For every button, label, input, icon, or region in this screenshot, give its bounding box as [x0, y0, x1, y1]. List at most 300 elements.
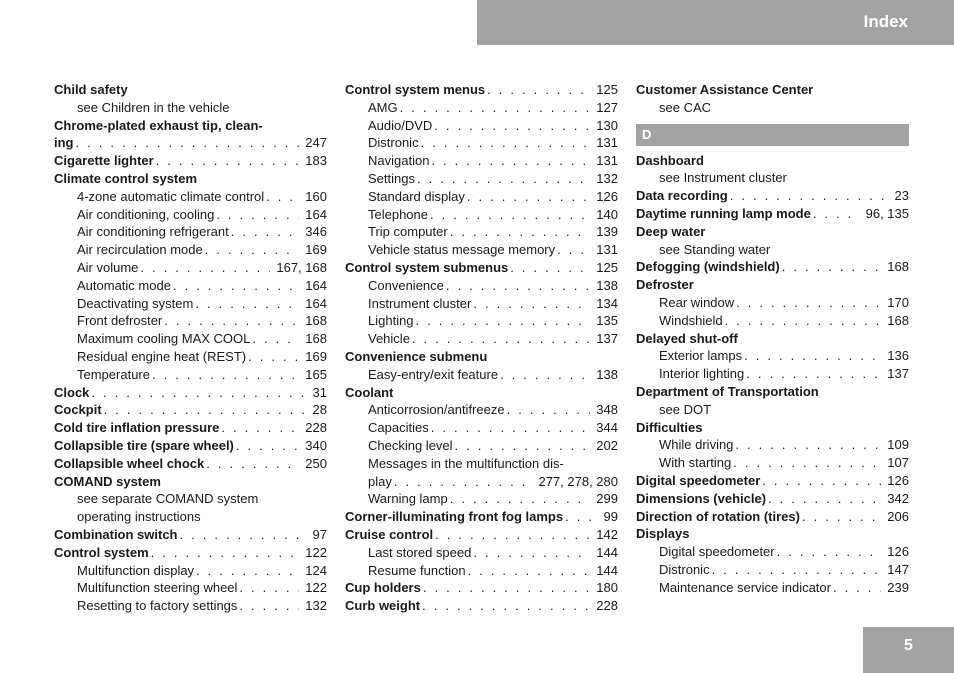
- page-reference: 96, 135: [865, 205, 909, 221]
- dot-leader: [91, 384, 306, 402]
- page-reference: 135: [596, 313, 618, 329]
- entry-text: Defogging (windshield): [636, 259, 780, 275]
- index-subentry: [636, 401, 909, 419]
- dot-leader: [473, 295, 590, 313]
- page-reference: 170: [887, 294, 909, 310]
- index-subentry: [345, 544, 618, 562]
- entry-text: Navigation: [368, 153, 430, 169]
- entry-text: Control system menus: [345, 82, 486, 97]
- entry-text: Delayed shut-off: [636, 330, 738, 346]
- index-subentry: [54, 348, 327, 366]
- index-entry: [636, 490, 909, 508]
- index-subentry: [345, 401, 618, 419]
- dot-leader: [221, 419, 299, 437]
- index-entry: [636, 525, 909, 543]
- index-subentry: [54, 508, 327, 526]
- page-reference: 167, 168: [276, 259, 327, 275]
- entry-text: Dimensions (vehicle): [636, 490, 767, 506]
- index-entry: [636, 508, 909, 526]
- entry-text: While driving: [659, 437, 734, 453]
- dot-leader: [252, 330, 299, 348]
- entry-text: Control system: [54, 544, 149, 560]
- entry-text: play: [368, 473, 392, 489]
- entry-text: Defroster: [636, 277, 694, 293]
- page-reference: 122: [305, 580, 327, 596]
- dot-leader: [236, 437, 299, 455]
- index-entry: [636, 419, 909, 437]
- page-reference: 132: [596, 170, 618, 186]
- entry-text: Last stored speed: [368, 544, 472, 560]
- page-reference: 183: [305, 153, 327, 169]
- entry-text: Easy-entry/exit feature: [368, 366, 499, 382]
- dot-leader: [833, 579, 881, 597]
- page-reference: 202: [596, 437, 618, 453]
- page-reference: 147: [887, 561, 909, 577]
- entry-text: Maintenance service indicator: [659, 579, 831, 595]
- index-subentry: [636, 312, 909, 330]
- entry-text: Instrument cluster: [368, 295, 472, 311]
- index-entry: [54, 152, 327, 170]
- index-entry: [54, 134, 327, 152]
- entry-text: Cup holders: [345, 580, 421, 596]
- index-entry: [54, 117, 327, 135]
- index-entry: [345, 597, 618, 615]
- entry-text: Checking level: [368, 437, 453, 453]
- entry-text: see Instrument cluster: [659, 170, 787, 186]
- index-entry: [54, 419, 327, 437]
- dot-leader: [239, 597, 299, 615]
- index-entry: [345, 81, 618, 99]
- index-entry: [345, 508, 618, 526]
- index-entry: [54, 437, 327, 455]
- index-subentry: [54, 99, 327, 117]
- page-reference: 228: [596, 598, 618, 614]
- dot-leader: [422, 597, 590, 615]
- entry-text: Air volume: [77, 259, 139, 275]
- index-entry: [636, 223, 909, 241]
- page-reference: 130: [596, 117, 618, 133]
- dot-leader: [76, 134, 300, 152]
- page-reference: 131: [596, 242, 618, 258]
- dot-leader: [434, 117, 590, 135]
- dot-leader: [487, 81, 590, 99]
- entry-text: Collapsible tire (spare wheel): [54, 437, 234, 453]
- page-reference: 136: [887, 348, 909, 364]
- dot-leader: [450, 223, 591, 241]
- dot-leader: [712, 561, 882, 579]
- entry-text: Digital speedometer: [659, 544, 775, 560]
- index-subentry: [345, 170, 618, 188]
- section-letter-heading: D: [636, 124, 909, 146]
- dot-leader: [248, 348, 299, 366]
- index-entry: [345, 579, 618, 597]
- dot-leader: [431, 419, 591, 437]
- entry-text: Control system submenus: [345, 259, 509, 275]
- page-reference: 180: [596, 580, 618, 596]
- page-reference: 126: [596, 188, 618, 204]
- index-column-1: [54, 81, 327, 615]
- dot-leader: [746, 365, 881, 383]
- entry-text: Cockpit: [54, 402, 102, 418]
- entry-text: Displays: [636, 526, 690, 542]
- dot-leader: [421, 134, 591, 152]
- page-reference: 126: [887, 472, 909, 488]
- dot-leader: [557, 241, 590, 259]
- index-entry: [54, 455, 327, 473]
- index-subentry: [345, 562, 618, 580]
- index-entry: [345, 526, 618, 544]
- index-subentry: [345, 312, 618, 330]
- index-subentry: [345, 223, 618, 241]
- dot-leader: [802, 508, 881, 526]
- entry-text: Resetting to factory settings: [77, 598, 238, 614]
- page-reference: 348: [596, 402, 618, 418]
- entry-text: Customer Assistance Center: [636, 82, 814, 97]
- page-reference: 169: [305, 348, 327, 364]
- index-entry: [54, 526, 327, 544]
- page-reference: 340: [305, 437, 327, 453]
- index-entry: [54, 401, 327, 419]
- page-reference: 346: [305, 224, 327, 240]
- index-subentry: [636, 169, 909, 187]
- page-reference: 28: [312, 402, 327, 418]
- dot-leader: [104, 401, 307, 419]
- page-reference: 97: [312, 526, 327, 542]
- dot-leader: [510, 259, 590, 277]
- dot-leader: [435, 526, 590, 544]
- page-reference: 169: [305, 242, 327, 258]
- page-reference: 137: [596, 331, 618, 347]
- dot-leader: [768, 490, 881, 508]
- dot-leader: [412, 330, 590, 348]
- page-reference: 344: [596, 420, 618, 436]
- page-reference: 126: [887, 544, 909, 560]
- entry-text: see Children in the vehicle: [77, 99, 230, 115]
- entry-text: Distronic: [368, 135, 419, 151]
- dot-leader: [205, 241, 300, 259]
- page-reference: 160: [305, 188, 327, 204]
- entry-text: operating instructions: [77, 509, 201, 525]
- entry-text: Difficulties: [636, 419, 703, 435]
- entry-text: Telephone: [368, 206, 428, 222]
- page-reference: 164: [305, 277, 327, 293]
- dot-leader: [400, 99, 591, 117]
- index-subentry: [345, 330, 618, 348]
- index-subentry: [636, 241, 909, 259]
- index-subentry: [54, 579, 327, 597]
- page-reference: 132: [305, 598, 327, 614]
- index-subentry: [345, 99, 618, 117]
- dot-leader: [473, 544, 590, 562]
- index-subentry: [636, 294, 909, 312]
- page-reference: 99: [603, 509, 618, 525]
- page-reference: 277, 278, 280: [538, 473, 618, 489]
- index-entry: [54, 384, 327, 402]
- dot-leader: [416, 312, 591, 330]
- header-bar: [477, 0, 954, 45]
- entry-text: With starting: [659, 455, 732, 471]
- index-entry: [345, 259, 618, 277]
- page-reference: 250: [305, 455, 327, 471]
- dot-leader: [180, 526, 307, 544]
- entry-text: Anticorrosion/antifreeze: [368, 402, 505, 418]
- dot-leader: [500, 366, 590, 384]
- entry-text: Curb weight: [345, 598, 421, 614]
- index-entry: [54, 81, 327, 99]
- dot-leader: [736, 294, 881, 312]
- index-subentry: [345, 490, 618, 508]
- entry-text: 4-zone automatic climate control: [77, 188, 265, 204]
- page-reference: 137: [887, 366, 909, 382]
- index-entry: [636, 276, 909, 294]
- dot-leader: [507, 401, 591, 419]
- page-reference: 140: [596, 206, 618, 222]
- dot-leader: [206, 455, 299, 473]
- index-entry: [636, 152, 909, 170]
- entry-text: Air conditioning, cooling: [77, 206, 215, 222]
- dot-leader: [730, 187, 889, 205]
- entry-text: Vehicle: [368, 331, 410, 347]
- page-reference: 127: [596, 99, 618, 115]
- page-reference: 107: [887, 455, 909, 471]
- dot-leader: [725, 312, 882, 330]
- entry-text: Cigarette lighter: [54, 153, 154, 169]
- index-subentry: [636, 99, 909, 117]
- page-reference: 31: [312, 384, 327, 400]
- page-reference: 131: [596, 135, 618, 151]
- dot-leader: [446, 277, 590, 295]
- entry-text: Climate control system: [54, 170, 198, 186]
- page-reference: 134: [596, 295, 618, 311]
- index-subentry: [345, 419, 618, 437]
- index-entry: [636, 383, 909, 401]
- index-subentry: [54, 312, 327, 330]
- page-reference: 239: [887, 579, 909, 595]
- dot-leader: [417, 170, 590, 188]
- entry-text: see CAC: [659, 99, 712, 115]
- index-subentry: [54, 295, 327, 313]
- index-subentry: [345, 455, 618, 473]
- page-reference: 144: [596, 544, 618, 560]
- entry-text: Deep water: [636, 223, 706, 239]
- index-subentry: [345, 241, 618, 259]
- index-subentry: [54, 366, 327, 384]
- dot-leader: [173, 277, 299, 295]
- dot-leader: [467, 188, 590, 206]
- page-reference: 164: [305, 295, 327, 311]
- page-reference: 142: [596, 526, 618, 542]
- dot-leader: [140, 259, 270, 277]
- dot-leader: [156, 152, 300, 170]
- dot-leader: [430, 206, 590, 224]
- dot-leader: [565, 508, 597, 526]
- entry-text: Corner-illuminating front fog lamps: [345, 509, 564, 525]
- index-subentry: [636, 454, 909, 472]
- page-reference: 206: [887, 508, 909, 524]
- page-reference: 125: [596, 82, 618, 97]
- index-subentry: [345, 473, 618, 491]
- entry-text: Distronic: [659, 561, 710, 577]
- index-subentry: [636, 365, 909, 383]
- entry-text: Daytime running lamp mode: [636, 205, 811, 221]
- index-subentry: [54, 330, 327, 348]
- index-subentry: [54, 241, 327, 259]
- entry-text: Collapsible wheel chock: [54, 455, 205, 471]
- index-entry: [636, 81, 909, 99]
- entry-text: Rear window: [659, 294, 735, 310]
- dot-leader: [151, 544, 300, 562]
- entry-text: Trip computer: [368, 224, 448, 240]
- entry-text: Convenience: [368, 277, 444, 293]
- dot-leader: [735, 436, 881, 454]
- entry-text: Chrome-plated exhaust tip, clean-: [54, 117, 263, 133]
- entry-text: Automatic mode: [77, 277, 171, 293]
- index-subentry: [54, 277, 327, 295]
- dot-leader: [455, 437, 591, 455]
- page-reference: 168: [305, 313, 327, 329]
- page-reference: 228: [305, 420, 327, 436]
- page-reference: 124: [305, 562, 327, 578]
- index-subentry: [345, 206, 618, 224]
- page-reference: 144: [596, 562, 618, 578]
- index-entry: [54, 544, 327, 562]
- index-subentry: [54, 223, 327, 241]
- entry-text: COMAND system: [54, 473, 161, 489]
- entry-text: Dashboard: [636, 152, 704, 168]
- entry-text: Temperature: [77, 366, 150, 382]
- index-subentry: [54, 188, 327, 206]
- dot-leader: [394, 473, 533, 491]
- dot-leader: [777, 543, 882, 561]
- entry-text: Cruise control: [345, 526, 434, 542]
- entry-text: Maximum cooling MAX COOL: [77, 331, 251, 347]
- entry-text: Residual engine heat (REST): [77, 348, 247, 364]
- entry-text: Direction of rotation (tires): [636, 508, 800, 524]
- entry-text: Cold tire inflation pressure: [54, 420, 220, 436]
- dot-leader: [266, 188, 299, 206]
- index-entry: [345, 348, 618, 366]
- index-subentry: [636, 561, 909, 579]
- page-reference: 139: [596, 224, 618, 240]
- dot-leader: [468, 562, 591, 580]
- dot-leader: [744, 347, 881, 365]
- entry-text: Windshield: [659, 312, 723, 328]
- page-reference: 23: [894, 188, 909, 204]
- page-reference: 122: [305, 544, 327, 560]
- dot-leader: [762, 472, 881, 490]
- page-reference: 168: [887, 312, 909, 328]
- page-reference: 247: [305, 135, 327, 151]
- entry-text: Digital speedometer: [636, 472, 761, 488]
- entry-text: Air recirculation mode: [77, 242, 203, 258]
- entry-text: Lighting: [368, 313, 414, 329]
- dot-leader: [423, 579, 590, 597]
- entry-text: Coolant: [345, 384, 394, 400]
- entry-text: Multifunction display: [77, 562, 195, 578]
- dot-leader: [164, 312, 299, 330]
- entry-text: Exterior lamps: [659, 348, 743, 364]
- index-subentry: [54, 490, 327, 508]
- page-reference: 125: [596, 259, 618, 275]
- index-column-3: [636, 81, 909, 597]
- dot-leader: [195, 295, 299, 313]
- index-subentry: [345, 437, 618, 455]
- page-reference: 131: [596, 153, 618, 169]
- entry-text: ing: [54, 135, 74, 151]
- page-reference: 138: [596, 277, 618, 293]
- index-entry: [54, 473, 327, 491]
- page-reference: 168: [305, 331, 327, 347]
- entry-text: Child safety: [54, 82, 128, 97]
- entry-text: Messages in the multifunction dis-: [368, 455, 564, 471]
- index-subentry: [54, 259, 327, 277]
- page-number: 5: [904, 637, 913, 654]
- index-entry: [636, 205, 909, 223]
- entry-text: Capacities: [368, 420, 429, 436]
- entry-text: Deactivating system: [77, 295, 194, 311]
- entry-text: Clock: [54, 384, 90, 400]
- dot-leader: [431, 152, 590, 170]
- index-subentry: [636, 347, 909, 365]
- entry-text: Audio/DVD: [368, 117, 433, 133]
- entry-text: Front defroster: [77, 313, 163, 329]
- entry-text: Data recording: [636, 188, 728, 204]
- page-title: Index: [863, 12, 908, 31]
- entry-text: Warning lamp: [368, 491, 448, 507]
- entry-text: Vehicle status message memory: [368, 242, 556, 258]
- index-entry: [636, 330, 909, 348]
- index-subentry: [636, 543, 909, 561]
- dot-leader: [231, 223, 300, 241]
- dot-leader: [239, 579, 299, 597]
- dot-leader: [196, 562, 299, 580]
- page-reference: 299: [596, 491, 618, 507]
- entry-text: AMG: [368, 99, 398, 115]
- index-entry: [636, 472, 909, 490]
- dot-leader: [733, 454, 881, 472]
- index-subentry: [54, 562, 327, 580]
- page-reference: 109: [887, 437, 909, 453]
- page-reference: 168: [887, 259, 909, 275]
- index-subentry: [345, 277, 618, 295]
- page-reference: 138: [596, 366, 618, 382]
- entry-text: Multifunction steering wheel: [77, 580, 238, 596]
- dot-leader: [782, 258, 882, 276]
- index-subentry: [636, 436, 909, 454]
- page-reference: 165: [305, 366, 327, 382]
- index-subentry: [54, 597, 327, 615]
- entry-text: see separate COMAND system: [77, 491, 259, 507]
- page-reference: 164: [305, 206, 327, 222]
- entry-text: see DOT: [659, 401, 712, 417]
- index-subentry: [345, 366, 618, 384]
- dot-leader: [152, 366, 299, 384]
- index-entry: [636, 187, 909, 205]
- entry-text: Convenience submenu: [345, 348, 488, 364]
- entry-text: Interior lighting: [659, 366, 745, 382]
- index-subentry: [54, 206, 327, 224]
- index-subentry: [345, 295, 618, 313]
- index-entry: [54, 170, 327, 188]
- dot-leader: [813, 205, 860, 223]
- index-entry: [345, 384, 618, 402]
- index-subentry: [345, 134, 618, 152]
- page-number-box: [863, 627, 954, 673]
- entry-text: Air conditioning refrigerant: [77, 224, 229, 240]
- index-subentry: [345, 117, 618, 135]
- entry-text: Resume function: [368, 562, 466, 578]
- dot-leader: [216, 206, 299, 224]
